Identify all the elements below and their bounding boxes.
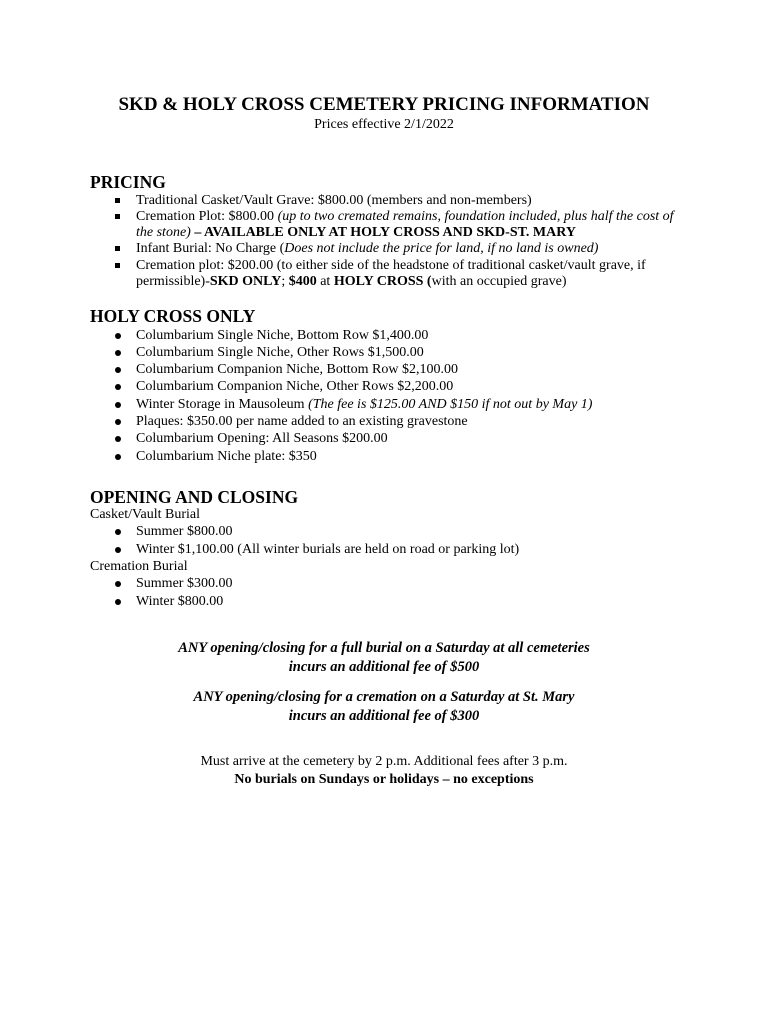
square-bullet-icon [115, 198, 120, 203]
list-item: Columbarium Single Niche, Bottom Row $1,400.00 [136, 327, 428, 344]
pricing-item-cremation-plot-continued: the stone) – AVAILABLE ONLY AT HOLY CROSS AND SKD-ST. MARY [136, 225, 576, 240]
bullet-icon [115, 402, 121, 408]
bullet-icon [115, 384, 121, 390]
square-bullet-icon [115, 246, 120, 251]
holy-cross-heading: HOLY CROSS ONLY [90, 306, 256, 326]
effective-date: Prices effective 2/1/2022 [314, 117, 454, 132]
list-item: Summer $300.00 [136, 575, 232, 592]
bullet-icon [115, 581, 121, 587]
pricing-item-infant-burial: Infant Burial: No Charge (Does not include the price for land, if no land is owned) [136, 240, 598, 257]
list-item: Plaques: $350.00 per name added to an existing gravestone [136, 413, 468, 430]
list-item: Columbarium Niche plate: $350 [136, 448, 317, 465]
list-item: Columbarium Opening: All Seasons $200.00 [136, 430, 388, 447]
bullet-icon [115, 599, 121, 605]
bullet-icon [115, 350, 121, 356]
cremation-burial-label: Cremation Burial [90, 559, 188, 574]
list-item: Summer $800.00 [136, 523, 232, 540]
list-item: Columbarium Single Niche, Other Rows $1,500.00 [136, 344, 424, 361]
bullet-icon [115, 436, 121, 442]
no-sunday-burials-notice: No burials on Sundays or holidays – no exceptions [234, 772, 534, 787]
pricing-item-casket-grave: Traditional Casket/Vault Grave: $800.00 (members and non-members) [136, 192, 532, 209]
pricing-item-side-cremation-plot-continued: permissible)-SKD ONLY; $400 at HOLY CROSS (with an occupied grave) [136, 274, 567, 289]
bullet-icon [115, 419, 121, 425]
opening-closing-heading: OPENING AND CLOSING [90, 487, 299, 507]
bullet-icon [115, 547, 121, 553]
saturday-full-burial-notice: ANY opening/closing for a full burial on a Saturday at all cemeteries [178, 640, 590, 656]
saturday-cremation-notice: ANY opening/closing for a cremation on a Saturday at St. Mary [193, 689, 575, 705]
pricing-item-side-cremation-plot: Cremation plot: $200.00 (to either side of the headstone of traditional casket/vault grave, if [136, 257, 646, 274]
list-item: Winter $800.00 [136, 593, 223, 610]
arrival-notice: Must arrive at the cemetery by 2 p.m. Additional fees after 3 p.m. [200, 754, 568, 769]
pricing-item-cremation-plot: Cremation Plot: $800.00 (up to two cremated remains, foundation included, plus half the cost of [136, 208, 674, 225]
saturday-cremation-fee: incurs an additional fee of $300 [288, 708, 480, 724]
square-bullet-icon [115, 214, 120, 219]
list-item-winter-storage: Winter Storage in Mausoleum (The fee is $125.00 AND $150 if not out by May 1) [136, 396, 592, 413]
bullet-icon [115, 333, 121, 339]
casket-burial-label: Casket/Vault Burial [90, 507, 201, 522]
bullet-icon [115, 529, 121, 535]
list-item: Columbarium Companion Niche, Bottom Row $2,100.00 [136, 361, 458, 378]
saturday-full-burial-fee: incurs an additional fee of $500 [288, 659, 480, 675]
list-item: Winter $1,100.00 (All winter burials are held on road or parking lot) [136, 541, 519, 558]
list-item: Columbarium Companion Niche, Other Rows $2,200.00 [136, 378, 453, 395]
square-bullet-icon [115, 263, 120, 268]
page-title: SKD & HOLY CROSS CEMETERY PRICING INFORMATION [118, 94, 650, 115]
bullet-icon [115, 367, 121, 373]
bullet-icon [115, 454, 121, 460]
pricing-heading: PRICING [90, 172, 166, 192]
